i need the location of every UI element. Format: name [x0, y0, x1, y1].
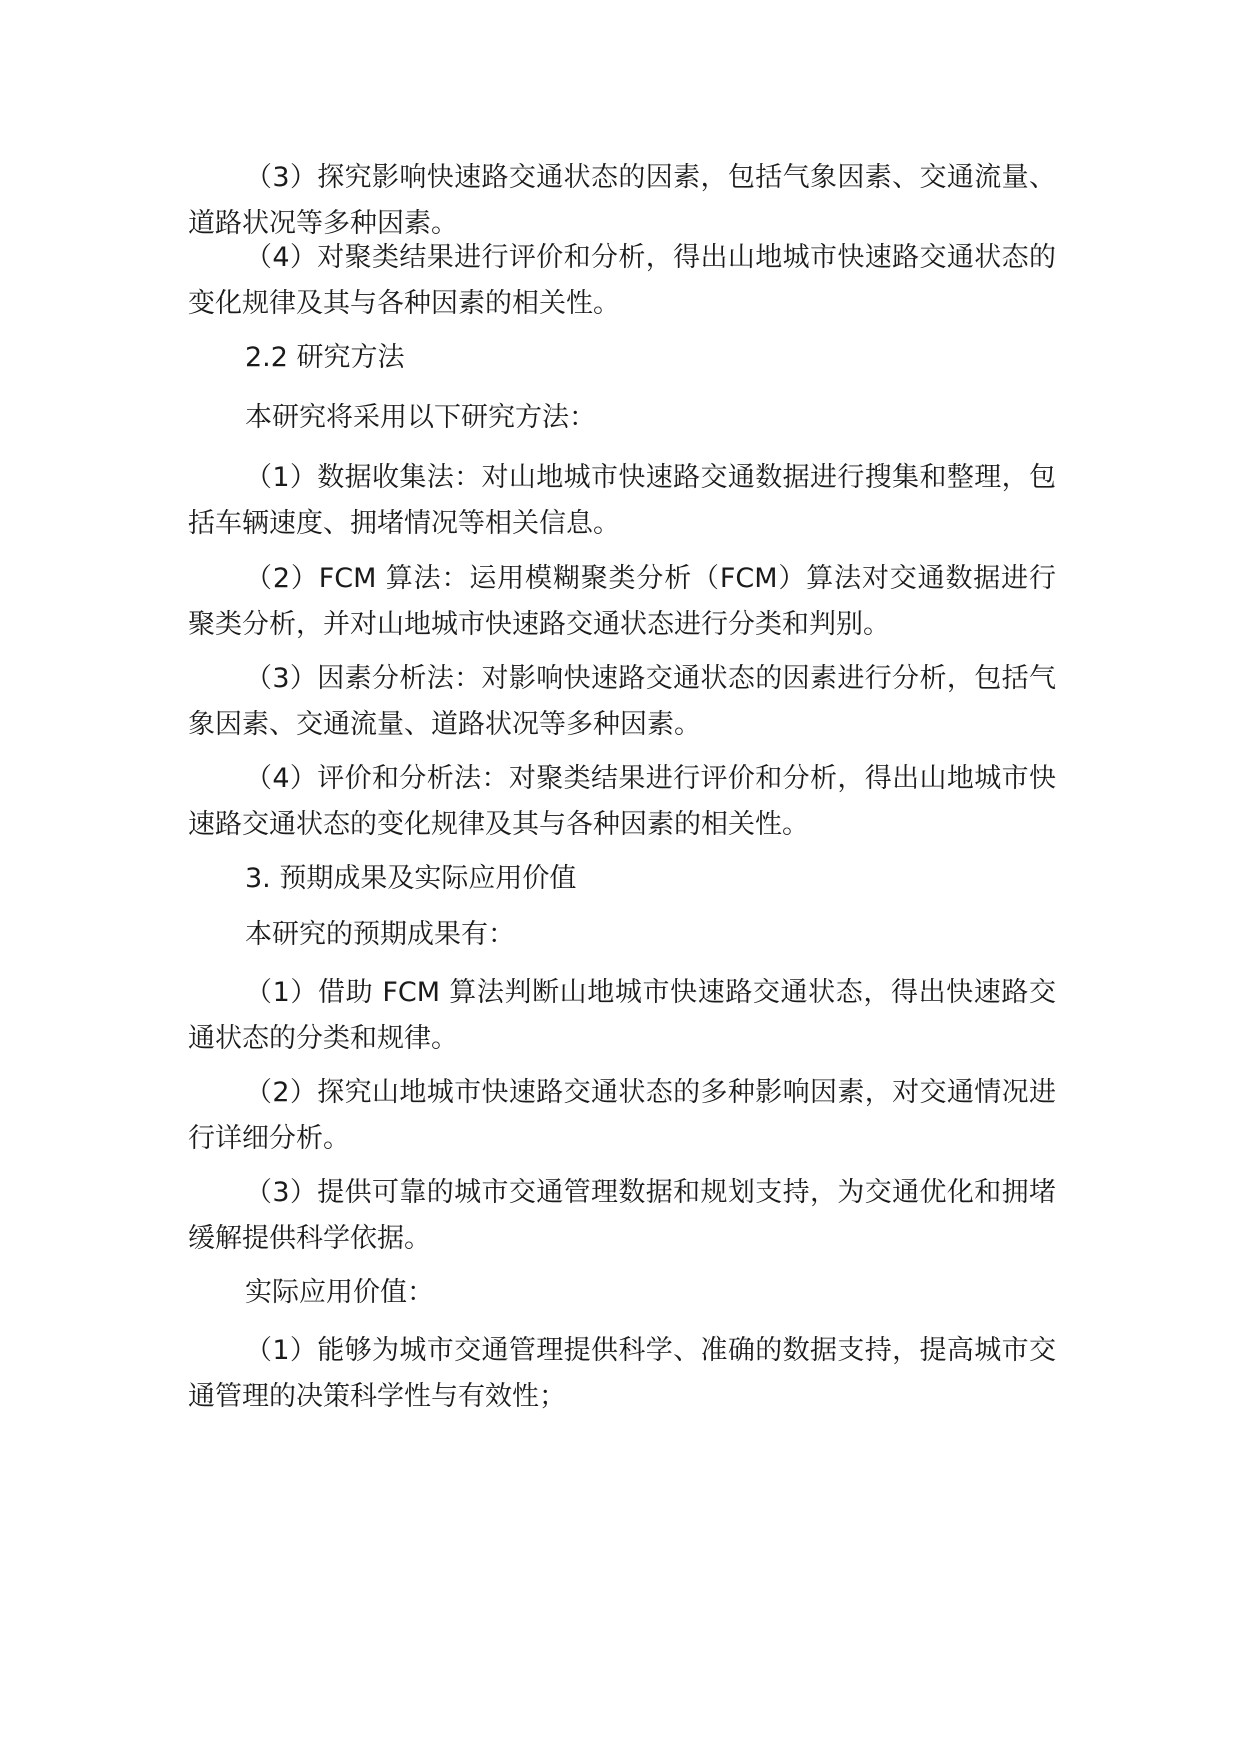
paragraph-factor-analysis: （3）因素分析法：对影响快速路交通状态的因素进行分析，包括气象因素、交通流量、道路状况等多种因素。: [188, 663, 1056, 740]
paragraph-data-collection: （1）数据收集法：对山地城市快速路交通数据进行搜集和整理，包括车辆速度、拥堵情况等相关信息。: [188, 462, 1056, 539]
paragraph-factors-study: （3）探究影响快速路交通状态的因素，包括气象因素、交通流量、道路状况等多种因素。: [188, 162, 1056, 239]
paragraph-methods-intro: 本研究将采用以下研究方法：: [245, 402, 596, 433]
paragraph-fcm-algorithm: （2）FCM 算法：运用模糊聚类分析（FCM）算法对交通数据进行聚类分析，并对山地城市快速路交通状态进行分类和判别。: [188, 563, 1056, 640]
paragraph-outcome-1: （1）借助 FCM 算法判断山地城市快速路交通状态，得出快速路交通状态的分类和规律。: [188, 977, 1056, 1054]
section-heading-outcomes: 3. 预期成果及实际应用价值: [245, 863, 577, 894]
paragraph-application-1: （1）能够为城市交通管理提供科学、准确的数据支持，提高城市交通管理的决策科学性与有效性；: [188, 1335, 1056, 1412]
paragraph-evaluation-method: （4）评价和分析法：对聚类结果进行评价和分析，得出山地城市快速路交通状态的变化规律及其与各种因素的相关性。: [188, 763, 1056, 840]
paragraph-outcomes-intro: 本研究的预期成果有：: [245, 919, 515, 950]
section-heading-methods: 2.2 研究方法: [245, 342, 405, 373]
paragraph-evaluation-study: （4）对聚类结果进行评价和分析，得出山地城市快速路交通状态的变化规律及其与各种因素的相关性。: [188, 242, 1056, 319]
paragraph-outcome-2: （2）探究山地城市快速路交通状态的多种影响因素，对交通情况进行详细分析。: [188, 1077, 1056, 1154]
paragraph-outcome-3: （3）提供可靠的城市交通管理数据和规划支持，为交通优化和拥堵缓解提供科学依据。: [188, 1177, 1056, 1254]
paragraph-application-intro: 实际应用价值：: [245, 1277, 434, 1308]
